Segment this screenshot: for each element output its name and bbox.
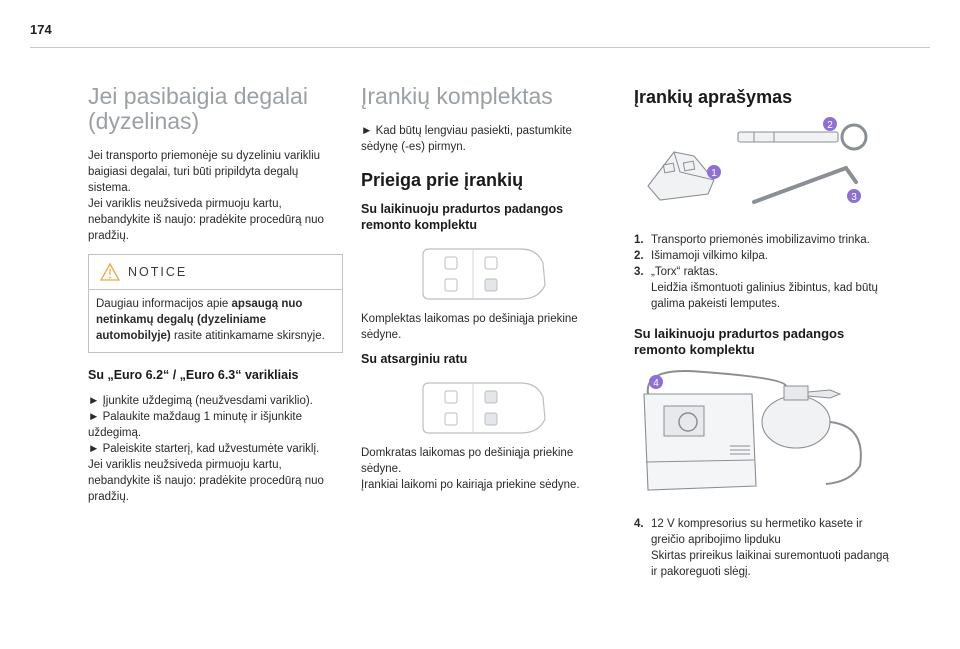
column-toolkit: [361, 84, 601, 493]
column-fuel: [88, 84, 343, 505]
engine-subheading: Su „Euro 6.2“ / „Euro 6.3“ varikliais: [88, 368, 299, 382]
compressor-subheading: Su laikinuoju pradurtos padangos remonto komplektu: [634, 326, 845, 357]
notice-divider: [89, 289, 342, 290]
step-1: ► Įjunkite uždegimą (neužvesdami variklio).: [88, 395, 313, 407]
fuel-intro-1: Jei transporto priemonėje su dyzeliniu varikliu baigiasi degalai, turi būti pripildyta degalų sistema.: [88, 150, 321, 194]
section-heading-toolkit: Įrankių komplektas: [361, 83, 553, 109]
toolkit-intro: ► Kad būtų lengviau pasiekti, pastumkite sėdynę (-es) pirmyn.: [361, 125, 572, 153]
compressor-list: [634, 516, 894, 580]
list-item: 3. „Torx“ raktas. Leidžia išmontuoti galinius žibintus, kad būtų galima pakeisti lemputes.: [634, 266, 878, 310]
notice-title: NOTICE: [128, 265, 188, 279]
notice-box: [88, 254, 343, 353]
notice-header: [96, 261, 335, 283]
car-topview-icon-2: [361, 377, 601, 439]
step-2: ► Palaukite maždaug 1 minutę ir išjunkite uždegimą.: [88, 411, 303, 439]
callout-2: 2: [827, 120, 833, 131]
access-heading: Prieiga prie įrankių: [361, 170, 524, 190]
callout-1: 1: [711, 168, 717, 179]
fuel-intro-2: Jei variklis neužsiveda pirmuoju kartu, nebandykite iš naujo: pradėkite procedūrą nuo pradžių.: [88, 198, 324, 242]
fuel-outro: Jei variklis neužsiveda pirmuoju kartu, nebandykite iš naujo: pradėkite procedūrą nuo pradžių.: [88, 459, 324, 503]
step-3: ► Paleiskite starterį, kad užvestumėte variklį.: [88, 443, 320, 455]
list-item: 4. 12 V kompresorius su hermetiko kasete ir greičio apribojimo lipduku Skirtas prireikus laikinai suremontuoti padangą ir pakoreguoti slėgį.: [634, 518, 889, 578]
repair-kit-location: Komplektas laikomas po dešiniąja priekine sėdyne.: [361, 313, 578, 341]
callout-4: 4: [653, 378, 659, 389]
page-number: 174: [30, 22, 52, 37]
jack-location: Domkratas laikomas po dešiniąja priekine sėdyne.: [361, 447, 574, 475]
list-item: 2. Išimamoji vilkimo kilpa.: [634, 250, 768, 262]
car-topview-icon: [361, 243, 601, 305]
warning-icon: [100, 263, 120, 281]
column-tool-description: [634, 84, 894, 580]
top-rule: [30, 47, 930, 48]
tools-list: [634, 232, 894, 312]
list-item: 1. Transporto priemonės imobilizavimo trinka.: [634, 234, 870, 246]
compressor-illustration: [634, 366, 874, 506]
notice-text: Daugiau informacijos apie apsaugą nuo netinkamų degalų (dyzeliniame automobilyje) rasite atitinkamame skirsnyje.: [96, 298, 325, 342]
spare-wheel-subheading: Su atsarginiu ratu: [361, 352, 468, 366]
section-heading-fuel: Jei pasibaigia degalai (dyzelinas): [88, 83, 308, 134]
tools-illustration: [634, 116, 874, 216]
repair-kit-subheading: Su laikinuoju pradurtos padangos remonto komplektu: [361, 202, 564, 232]
notice-bold-text: apsaugą nuo netinkamų degalų (dyzeliniame automobilyje): [96, 298, 303, 342]
callout-3: 3: [851, 192, 857, 203]
tools-location: Įrankiai laikomi po kairiąja priekine sėdyne.: [361, 479, 580, 491]
section-heading-tools: Įrankių aprašymas: [634, 87, 793, 107]
